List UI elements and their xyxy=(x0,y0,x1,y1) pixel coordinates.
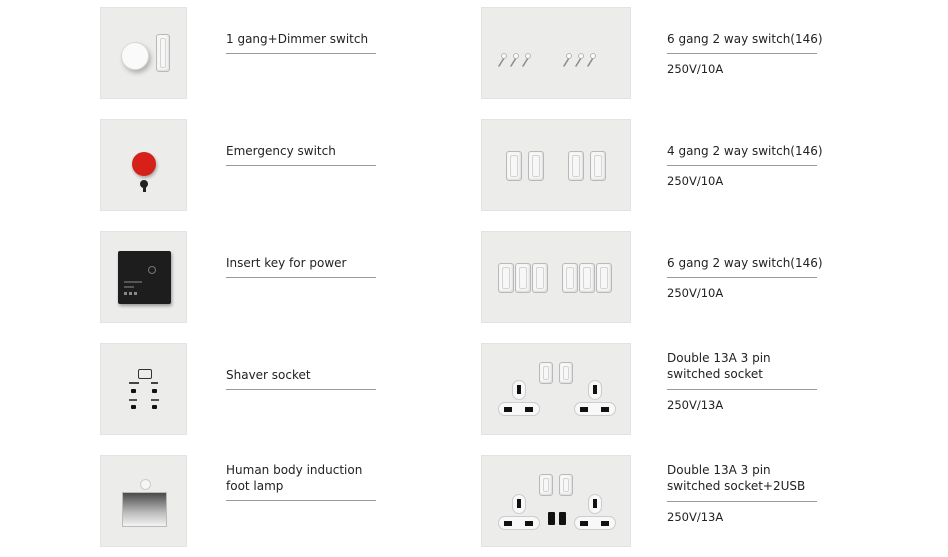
divider xyxy=(226,500,376,501)
four-gang-switch-icon xyxy=(481,119,631,211)
product-name: 1 gang+Dimmer switch xyxy=(226,32,369,46)
product-name: Double 13A 3 pin switched socket+2USB xyxy=(667,463,806,493)
toggle-switch-icon xyxy=(481,7,631,99)
product-rating: 250V/10A xyxy=(667,286,724,300)
product-rating: 250V/10A xyxy=(667,174,724,188)
product-name: Human body induction foot lamp xyxy=(226,463,363,493)
product-rating: 250V/10A xyxy=(667,62,724,76)
product-rating: 250V/13A xyxy=(667,510,724,524)
divider xyxy=(226,53,376,54)
divider xyxy=(226,389,376,390)
divider xyxy=(667,53,817,54)
product-rating: 250V/13A xyxy=(667,398,724,412)
product-name: Shaver socket xyxy=(226,368,311,382)
product-name: Insert key for power xyxy=(226,256,347,270)
double-socket-icon xyxy=(481,343,631,435)
divider xyxy=(667,165,817,166)
product-name: 6 gang 2 way switch(146) xyxy=(667,32,823,46)
product-name: Emergency switch xyxy=(226,144,336,158)
key-card-icon xyxy=(100,231,187,323)
divider xyxy=(667,389,817,390)
divider xyxy=(667,501,817,502)
shaver-socket-icon xyxy=(100,343,187,435)
six-gang-switch-icon xyxy=(481,231,631,323)
dimmer-switch-icon xyxy=(100,7,187,99)
divider xyxy=(226,165,376,166)
divider xyxy=(226,277,376,278)
product-name: 6 gang 2 way switch(146) xyxy=(667,256,823,270)
divider xyxy=(667,277,817,278)
emergency-switch-icon xyxy=(100,119,187,211)
double-socket-usb-icon xyxy=(481,455,631,547)
product-name: 4 gang 2 way switch(146) xyxy=(667,144,823,158)
foot-lamp-icon xyxy=(100,455,187,547)
product-name: Double 13A 3 pin switched socket xyxy=(667,351,771,381)
